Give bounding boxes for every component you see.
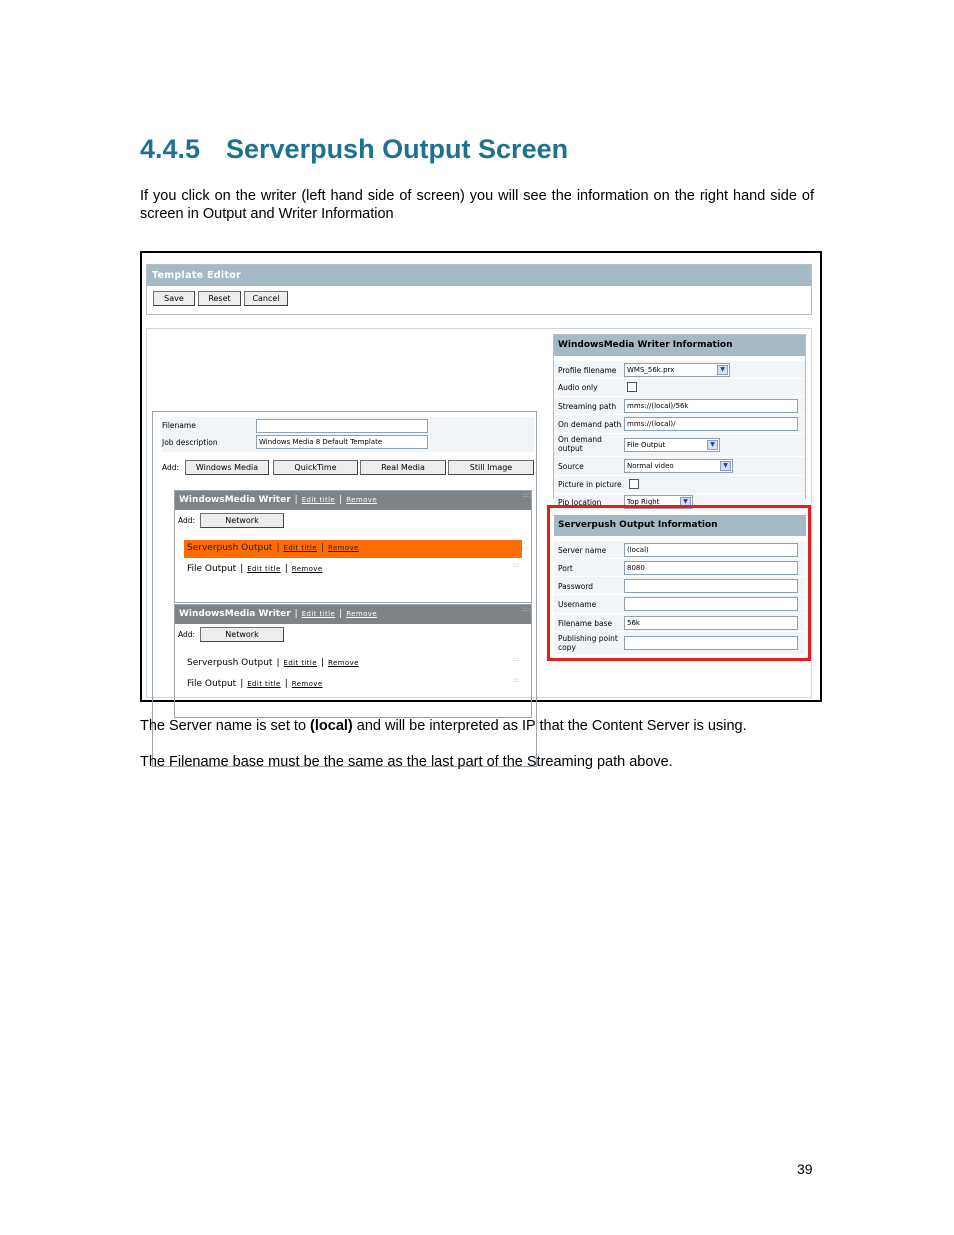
cancel-button[interactable]: Cancel [244,291,288,306]
writer-title-bar[interactable]: WindowsMedia Writer | Edit title | Remove :::: [175,605,531,624]
password-label: Password [558,582,594,591]
picture-in-picture-row [554,476,805,493]
edit-title-link[interactable]: Edit title [247,680,281,688]
source-label: Source [558,462,584,471]
profile-filename-label: Profile filename [558,366,617,375]
audio-only-checkbox[interactable] [627,382,637,392]
remove-link[interactable]: Remove [328,659,359,667]
section-title: Serverpush Output Screen [226,134,569,164]
section-number: 4.4.5 [140,134,201,164]
intro-paragraph: If you click on the writer (left hand side of screen) you will see the information on the right hand side of screen in Output and Writer Information [140,188,814,222]
remove-link[interactable]: Remove [291,680,323,688]
server-name-paragraph [140,717,747,735]
writer-information-title: WindowsMedia Writer Information [554,335,805,356]
edit-title-link[interactable]: Edit title [283,544,317,552]
add-windows-media-button[interactable]: Windows Media [185,460,269,475]
on-demand-path-row [554,415,805,433]
output-name: File Output [187,679,237,689]
add-real-media-button[interactable]: Real Media [360,460,446,475]
streaming-path-row [554,397,805,414]
job-description-input[interactable]: Windows Media 8 Default Template [256,435,428,449]
template-editor-title: Template Editor [147,265,811,286]
server-name-label: Server name [558,546,607,555]
filename-base-label: Filename base [558,619,613,628]
add-still-image-button[interactable]: Still Image [448,460,534,475]
reset-button[interactable]: Reset [198,291,241,306]
writer-block[interactable] [174,604,532,718]
add-output-label: Add: [178,516,196,525]
add-network-button[interactable]: Network [200,627,284,642]
on-demand-output-label: On demand output [558,435,602,453]
template-tree-panel [152,411,537,767]
grip-icon[interactable]: ::: [513,541,520,548]
output-row-file[interactable]: File Output | Edit title | Remove ::: [184,676,522,694]
audio-only-row [554,379,805,396]
on-demand-output-row [554,434,805,456]
writer-block[interactable] [174,490,532,603]
username-label: Username [558,600,597,609]
filename-row [162,417,534,435]
grip-icon[interactable]: ::: [513,677,520,684]
add-writer-label: Add: [162,463,180,472]
serverpush-information-title: Serverpush Output Information [554,515,806,536]
on-demand-output-value: File Output [627,441,666,449]
streaming-path-input[interactable]: mms://(local)/56k [624,399,798,413]
picture-in-picture-label: Picture in picture [558,480,622,489]
pip-location-label: Pip location [558,498,602,507]
output-name: Serverpush Output [187,543,273,553]
chevron-down-icon[interactable]: ▼ [680,497,691,507]
edit-title-link[interactable]: Edit title [301,610,336,618]
grip-icon[interactable]: ::: [513,656,520,663]
on-demand-path-input[interactable]: mms://(local)/ [624,417,798,431]
on-demand-output-select[interactable] [624,438,720,452]
output-name: Serverpush Output [187,658,273,668]
source-value: Normal video [627,462,674,470]
remove-link[interactable]: Remove [291,565,323,573]
profile-filename-row [554,361,805,378]
writer-title: WindowsMedia Writer [179,495,291,505]
profile-filename-value: WMS_56k.prx [627,366,675,374]
para-text: The Server name is set to [140,718,311,734]
audio-only-label: Audio only [558,383,598,392]
output-row-file[interactable]: File Output | Edit title | Remove ::: [184,561,522,579]
filename-label: Filename [162,421,196,430]
filename-input[interactable] [256,419,428,433]
grip-icon[interactable]: ::: [513,562,520,569]
remove-link[interactable]: Remove [346,610,378,618]
writer-information-panel [553,334,806,507]
writer-title-bar[interactable]: WindowsMedia Writer | Edit title | Remove :::: [175,491,531,510]
job-description-label: Job description [162,438,218,447]
output-name: File Output [187,564,237,574]
screenshot-frame [140,251,822,702]
grip-icon[interactable]: :::: [522,606,531,613]
publishing-point-copy-label: Publishing point copy [558,634,618,652]
job-description-row [162,434,534,452]
edit-title-link[interactable]: Edit title [283,659,317,667]
streaming-path-label: Streaming path [558,402,617,411]
page-number: 39 [797,1161,813,1177]
chevron-down-icon[interactable]: ▼ [717,365,728,375]
section-heading [140,134,568,165]
save-button[interactable]: Save [153,291,195,306]
output-row-serverpush-selected[interactable]: Serverpush Output | Edit title | Remove ::: [184,540,522,558]
source-row [554,457,805,475]
highlight-box [547,505,811,661]
source-select[interactable] [624,459,733,473]
add-output-label: Add: [178,630,196,639]
picture-in-picture-checkbox[interactable] [629,479,639,489]
pip-location-value: Top Right [627,498,660,506]
filename-base-input[interactable]: 56k [624,616,798,630]
writer-title: WindowsMedia Writer [179,609,291,619]
edit-title-link[interactable]: Edit title [301,496,336,504]
port-label: Port [558,564,573,573]
output-row-serverpush[interactable]: Serverpush Output | Edit title | Remove ::: [184,655,522,673]
chevron-down-icon[interactable]: ▼ [720,461,731,471]
remove-link[interactable]: Remove [346,496,378,504]
chevron-down-icon[interactable]: ▼ [707,440,718,450]
add-network-button[interactable]: Network [200,513,284,528]
remove-link[interactable]: Remove [328,544,359,552]
para-bold-text: (local) [310,718,353,734]
grip-icon[interactable]: :::: [522,492,531,499]
on-demand-path-label: On demand path [558,420,622,429]
filename-base-paragraph: The Filename base must be the same as the last part of the Streaming path above. [140,754,673,770]
para-text: and will be interpreted as IP that the Content Server is using. [352,718,747,734]
server-name-input[interactable]: (local) [624,543,798,557]
template-editor-box [146,264,812,315]
port-input[interactable]: 8080 [624,561,798,575]
add-quicktime-button[interactable]: QuickTime [273,460,358,475]
edit-title-link[interactable]: Edit title [247,565,281,573]
profile-filename-select[interactable] [624,363,730,377]
